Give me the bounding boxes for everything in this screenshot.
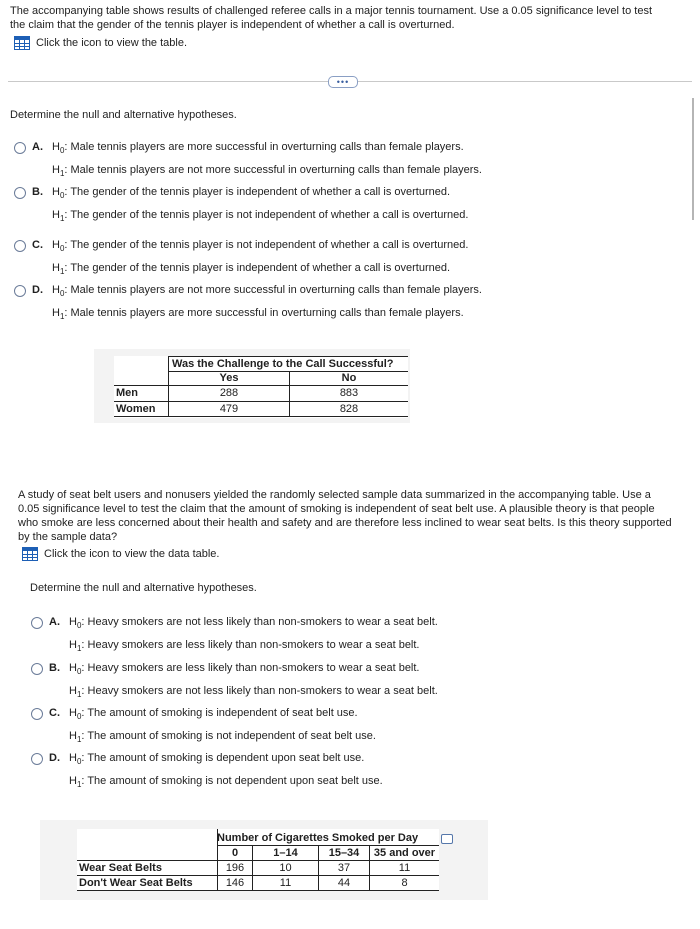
q1-cell-women-no: 828 — [339, 403, 359, 415]
q1-option-a[interactable] — [14, 140, 482, 186]
q1-option-c-letter: C. — [32, 239, 43, 251]
q2-option-d-h1: $H_1$: The amount of smoking is not dependent upon seat belt use. — [69, 775, 383, 790]
q2-table — [77, 829, 439, 891]
q1-table-rule-row2 — [114, 416, 408, 417]
q2-option-a-radio[interactable] — [31, 617, 43, 629]
q1-option-c[interactable] — [14, 238, 468, 284]
q2-cell-wear-3: 11 — [398, 862, 411, 874]
q2-table-header: Number of Cigarettes Smoked per Day — [217, 832, 419, 844]
q1-intro-line-1: The accompanying table shows results of challenged referee calls in a major tennis tournament. Use a 0.05 significance level to test — [10, 5, 653, 17]
q1-option-a-h0: $H_0$: Male tennis players are more successful in overturning calls than female players. — [52, 141, 464, 156]
q2-option-d-letter: D. — [49, 752, 60, 764]
q2-option-b-h0: $H_0$: Heavy smokers are less likely than non-smokers to wear a seat belt. — [69, 662, 420, 677]
table-grid-icon — [14, 36, 30, 50]
q2-table-rule-row2 — [77, 890, 439, 891]
q2-option-c-h1: $H_1$: The amount of smoking is not independent of seat belt use. — [69, 730, 376, 745]
q2-option-a-letter: A. — [49, 616, 60, 628]
q2-intro-line-4: by the sample data? — [18, 531, 118, 543]
q2-row-label-dont-wear: Don't Wear Seat Belts — [79, 877, 193, 889]
q1-cell-men-no: 883 — [339, 387, 359, 399]
q1-table-header: Was the Challenge to the Call Successful? — [172, 358, 394, 370]
q2-intro-line-3: who smoke are less concerned about their health and safety and are therefore less inclined to wear seat belts. Is this theory supported — [18, 517, 672, 529]
q1-option-b-radio[interactable] — [14, 187, 26, 199]
q2-cell-dont-0: 146 — [225, 877, 245, 889]
q2-view-table-link[interactable] — [22, 547, 219, 561]
q1-option-a-letter: A. — [32, 141, 43, 153]
q1-view-table-link[interactable] — [14, 36, 187, 50]
q1-intro-line-2: the claim that the gender of the tennis player is independent of whether a call is overturned. — [10, 19, 455, 31]
q2-option-b[interactable] — [31, 661, 438, 707]
q2-cell-wear-2: 37 — [337, 862, 351, 874]
q2-option-a[interactable] — [31, 615, 438, 661]
q2-cell-wear-1: 10 — [279, 862, 292, 874]
q2-cell-wear-0: 196 — [225, 862, 245, 874]
q1-option-b-h1: $H_1$: The gender of the tennis player is not independent of whether a call is overturned. — [52, 209, 469, 224]
q2-table-col-0: 0 — [231, 847, 239, 859]
q2-option-c-radio[interactable] — [31, 708, 43, 720]
q1-option-d-letter: D. — [32, 284, 43, 296]
q2-option-c[interactable] — [31, 706, 376, 752]
q1-row-label-men: Men — [116, 387, 138, 399]
q1-options — [14, 140, 674, 320]
q2-option-a-h0: $H_0$: Heavy smokers are not less likely than non-smokers to wear a seat belt. — [69, 616, 438, 631]
q2-option-b-radio[interactable] — [31, 663, 43, 675]
more-button[interactable] — [328, 76, 358, 88]
q1-option-d-h0: $H_0$: Male tennis players are not more successful in overturning calls than female players. — [52, 284, 482, 299]
q1-prompt: Determine the null and alternative hypotheses. — [10, 109, 237, 121]
q2-table-col-2: 15–34 — [328, 847, 360, 859]
q2-cell-dont-3: 8 — [401, 877, 408, 889]
q1-option-c-h1: $H_1$: The gender of the tennis player is independent of whether a call is overturned. — [52, 262, 451, 277]
q2-intro-line-2: 0.05 significance level to test the claim that the amount of smoking is independent of seat belt use. A plausible theory is that people — [18, 503, 655, 515]
table-grid-icon — [22, 547, 38, 561]
q1-option-c-radio[interactable] — [14, 240, 26, 252]
q1-cell-men-yes: 288 — [219, 387, 239, 399]
q1-cell-women-yes: 479 — [219, 403, 239, 415]
q1-option-d[interactable] — [14, 283, 482, 329]
q1-option-d-h1: $H_1$: Male tennis players are more successful in overturning calls than female players. — [52, 307, 464, 322]
q1-option-a-radio[interactable] — [14, 142, 26, 154]
q2-option-d[interactable] — [31, 751, 383, 797]
q1-table — [114, 356, 408, 418]
q1-table-col-yes: Yes — [219, 372, 239, 384]
q2-cell-dont-1: 11 — [279, 877, 292, 889]
q1-option-b-letter: B. — [32, 186, 43, 198]
ellipsis-icon: ••• — [336, 77, 350, 87]
q2-option-b-letter: B. — [49, 662, 60, 674]
q2-table-col-1: 1–14 — [273, 847, 298, 859]
q1-option-a-h1: $H_1$: Male tennis players are not more successful in overturning calls than female players. — [52, 164, 482, 179]
q1-row-label-women: Women — [116, 403, 156, 415]
q2-row-label-wear: Wear Seat Belts — [79, 862, 162, 874]
q2-prompt: Determine the null and alternative hypotheses. — [30, 582, 257, 594]
q1-option-c-h0: $H_0$: The gender of the tennis player is not independent of whether a call is overturned. — [52, 239, 469, 254]
q2-option-c-letter: C. — [49, 707, 60, 719]
q1-view-table-label: Click the icon to view the table. — [36, 37, 188, 49]
q2-option-c-h0: $H_0$: The amount of smoking is independent of seat belt use. — [69, 707, 358, 722]
q2-option-d-h0: $H_0$: The amount of smoking is dependent upon seat belt use. — [69, 752, 365, 767]
q1-option-b-h0: $H_0$: The gender of the tennis player is independent of whether a call is overturned. — [52, 186, 451, 201]
q1-option-b[interactable] — [14, 185, 468, 231]
q2-intro-line-1: A study of seat belt users and nonusers yielded the randomly selected sample data summarized in the accompanying table. Use a — [18, 489, 651, 501]
q1-option-d-radio[interactable] — [14, 285, 26, 297]
q2-view-table-label: Click the icon to view the data table. — [44, 548, 220, 560]
q2-option-b-h1: $H_1$: Heavy smokers are not less likely than non-smokers to wear a seat belt. — [69, 685, 438, 700]
q1-table-col-no: No — [341, 372, 357, 384]
q2-cell-dont-2: 44 — [337, 877, 351, 889]
scrollbar-thumb[interactable] — [692, 98, 694, 220]
q2-option-d-radio[interactable] — [31, 753, 43, 765]
expand-icon[interactable] — [441, 834, 453, 844]
q2-option-a-h1: $H_1$: Heavy smokers are less likely than non-smokers to wear a seat belt. — [69, 639, 420, 654]
q2-table-col-3: 35 and over — [373, 847, 436, 859]
q2-options — [31, 615, 671, 790]
